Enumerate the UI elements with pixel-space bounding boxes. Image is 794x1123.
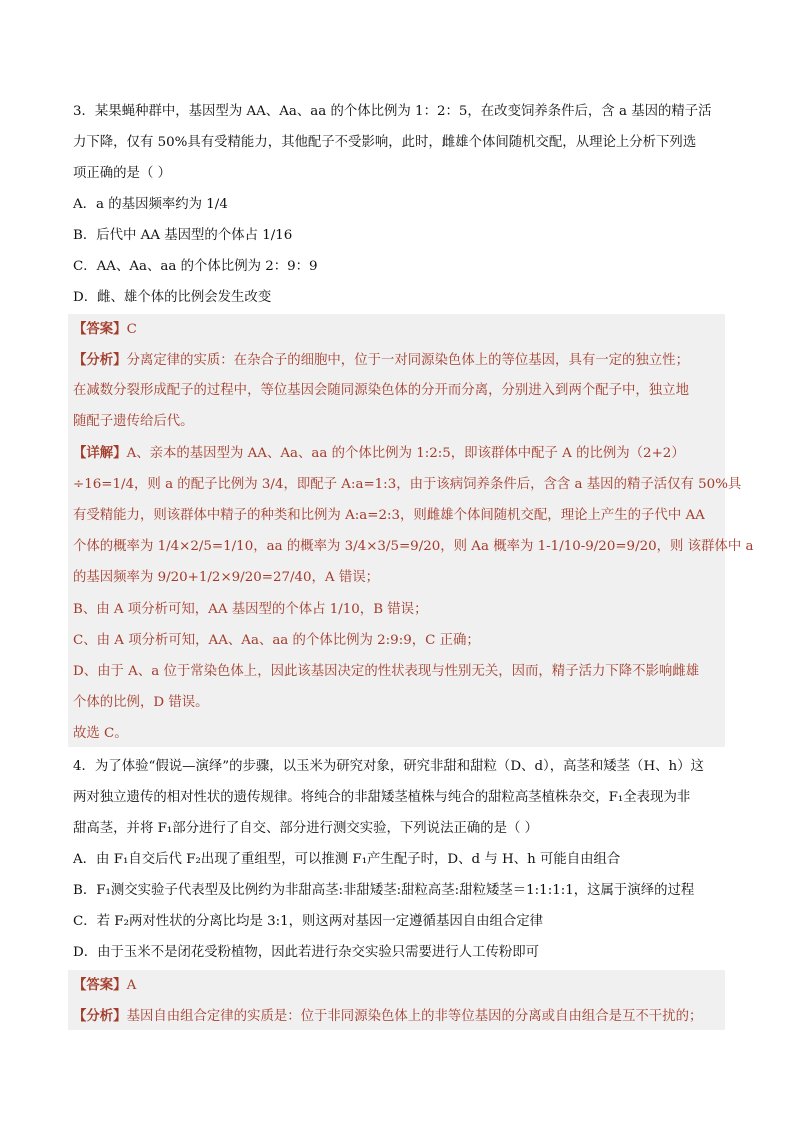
q3-detail-line-1 xyxy=(73,444,723,463)
analysis-tag: 【分析】 xyxy=(73,352,127,368)
q3-analysis-line-2: 在减数分裂形成配子的过程中，等位基因会随同源染色体的分开而分离，分别进入到两个配子中，独立地 xyxy=(73,383,689,398)
q3-answer xyxy=(73,320,723,339)
detail-text: A、亲本的基因型为 AA、Aa、aa 的个体比例为 1:2:5，即该群体中配子 A 的比例为（2+2） xyxy=(126,446,685,461)
q4-option-a: A．由 F₁自交后代 F₂出现了重组型，可以推测 F₁产生配子时，D、d 与 H、h 可能自由组合 xyxy=(73,852,621,867)
q3-stem-line-3: 项正确的是（ ） xyxy=(73,166,171,181)
q3-stem-line-1: 3．某果蝇种群中，基因型为 AA、Aa、aa 的个体比例为 1：2：5，在改变饲养条件后，含 a 基因的精子活 xyxy=(73,104,712,119)
q3-detail-line-5: 的基因频率为 9/20+1/2×9/20=27/40，A 错误； xyxy=(73,570,380,585)
detail-tag: 【详解】 xyxy=(73,445,127,461)
q3-option-d: D．雌、雄个体的比例会发生改变 xyxy=(73,290,272,305)
answer-value: C xyxy=(126,322,137,337)
q4-stem-line-1: 4．为了体验“假说—演绎”的步骤，以玉米为研究对象，研究非甜和甜粒（D、d），高茎和矮茎（H、h）这 xyxy=(73,759,704,774)
q4-answer xyxy=(73,976,723,995)
q3-detail-line-9: 个体的比例，D 错误。 xyxy=(73,695,209,710)
q3-option-c: C．AA、Aa、aa 的个体比例为 2：9：9 xyxy=(73,259,318,274)
q3-analysis-line-3: 随配子遗传给后代。 xyxy=(73,414,194,429)
answer-tag: 【答案】 xyxy=(73,321,127,337)
analysis-text: 分离定律的实质：在杂合子的细胞中，位于一对同源染色体上的等位基因，具有一定的独立性； xyxy=(126,353,689,368)
q3-option-a: A．a 的基因频率约为 1/4 xyxy=(73,197,228,212)
q3-detail-line-10: 故选 C。 xyxy=(73,726,128,741)
analysis-text: 基因自由组合定律的实质是：位于非同源染色体上的非等位基因的分离或自由组合是互不干扰的； xyxy=(126,1009,703,1024)
q3-detail-line-6: B、由 A 项分析可知，AA 基因型的个体占 1/10，B 错误； xyxy=(73,602,428,617)
analysis-tag: 【分析】 xyxy=(73,1008,127,1024)
answer-value: A xyxy=(126,978,137,993)
q4-stem-line-3: 甜高茎，并将 F₁部分进行了自交、部分进行测交实验，下列说法正确的是（ ） xyxy=(73,821,539,836)
q3-detail-line-7: C、由 A 项分析可知，AA、Aa、aa 的个体比例为 2:9:9，C 正确； xyxy=(73,633,480,648)
q4-stem-line-2: 两对独立遗传的相对性状的遗传规律。将纯合的非甜矮茎植株与纯合的甜粒高茎植株杂交，F₁全表现为非 xyxy=(73,790,691,805)
q3-answer-block xyxy=(68,314,754,747)
q3-analysis-line-1 xyxy=(73,351,723,370)
q4-analysis-line-1 xyxy=(73,1007,723,1026)
q3-detail-line-4: 个体的概率为 1/4×2/5=1/10，aa 的概率为 3/4×3/5=9/20，则 Aa 概率为 1-1/10-9/20=9/20，则 该群体中 a xyxy=(73,539,754,554)
q4-option-c: C．若 F₂两对性状的分离比均是 3:1，则这两对基因一定遵循基因自由组合定律 xyxy=(73,914,544,929)
answer-tag: 【答案】 xyxy=(73,977,127,993)
q3-detail-line-2: ÷16=1/4，则 a 的配子比例为 3/4，即配子 A:a=1:3，由于该病饲养条件后，含含 a 基因的精子活仅有 50%具 xyxy=(73,477,742,492)
q3-stem-line-2: 力下降，仅有 50%具有受精能力，其他配子不受影响，此时，雌雄个体间随机交配，从理论上分析下列选 xyxy=(73,135,697,150)
q3-option-b: B．后代中 AA 基因型的个体占 1/16 xyxy=(73,228,293,243)
q3-detail-line-8: D、由于 A、a 位于常染色体上，因此该基因决定的性状表现与性别无关，因而，精子活力下降不影响雌雄 xyxy=(73,664,700,679)
q3-detail-line-3: 有受精能力，则该群体中精子的种类和比例为 A:a=2:3，则雌雄个体间随机交配，理论上产生的子代中 AA xyxy=(73,508,705,523)
q4-option-b: B．F₁测交实验子代表型及比例约为非甜高茎:非甜矮茎:甜粒高茎:甜粒矮茎＝1:1:1:1，这属于演绎的过程 xyxy=(73,883,695,898)
q4-option-d: D．由于玉米不是闭花受粉植物，因此若进行杂交实验只需要进行人工传粉即可 xyxy=(73,945,540,960)
